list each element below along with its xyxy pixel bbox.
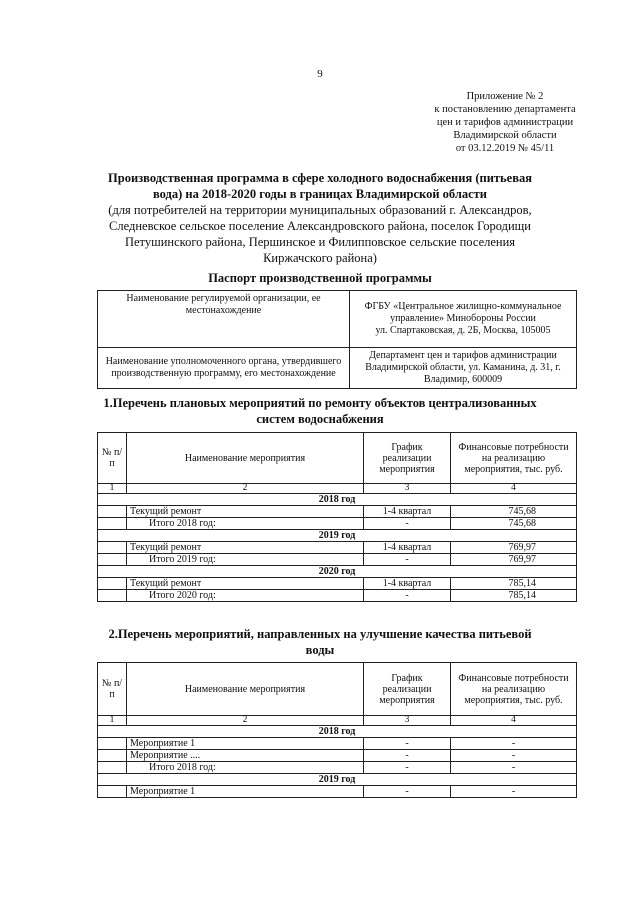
passport-value — [350, 291, 577, 348]
total-label: Итого 2018 год: — [127, 518, 364, 530]
item-name: Мероприятие 1 — [127, 738, 364, 750]
appendix-line: к постановлению департамента — [434, 104, 576, 115]
table-row — [98, 786, 577, 798]
table-row — [98, 542, 577, 554]
table-header-row — [98, 433, 577, 484]
section2-table — [97, 662, 577, 798]
item-schedule: - — [364, 738, 451, 750]
item-amount: - — [451, 738, 577, 750]
header-cell: График реализации мероприятия — [364, 433, 451, 484]
year-row — [98, 494, 577, 506]
total-row — [98, 554, 577, 566]
item-schedule: - — [364, 786, 451, 798]
header-cell: № п/п — [98, 433, 127, 484]
passport-value-address: ул. Спартаковская, д. 2Б, Москва, 105005 — [375, 325, 551, 336]
total-row — [98, 518, 577, 530]
item-amount: 745,68 — [451, 506, 577, 518]
passport-value-text: ФГБУ «Центральное жилищно-коммунальное управление» Минобороны России — [364, 301, 562, 324]
total-amount: 745,68 — [451, 518, 577, 530]
column-number: 1 — [98, 716, 127, 726]
year-row — [98, 726, 577, 738]
item-name: Текущий ремонт — [127, 506, 364, 518]
header-cell: Наименование мероприятия — [127, 663, 364, 716]
column-number-row — [98, 716, 577, 726]
header-cell: Финансовые потребности на реализацию мероприятия, тыс. руб. — [451, 663, 577, 716]
section1-title: 1.Перечень плановых мероприятий по ремонту объектов централизованных систем водоснабжения — [103, 396, 537, 426]
total-label: Итого 2018 год: — [127, 762, 364, 774]
section2-title: 2.Перечень мероприятий, направленных на улучшение качества питьевой воды — [108, 627, 532, 657]
table-header-row — [98, 663, 577, 716]
table-row — [98, 750, 577, 762]
item-schedule: 1-4 квартал — [364, 542, 451, 554]
column-number: 3 — [364, 716, 451, 726]
total-label: Итого 2020 год: — [127, 590, 364, 602]
item-schedule: 1-4 квартал — [364, 506, 451, 518]
passport-row — [98, 291, 577, 348]
item-amount: 769,97 — [451, 542, 577, 554]
column-number: 2 — [127, 484, 364, 494]
total-schedule: - — [364, 762, 451, 774]
column-number: 3 — [364, 484, 451, 494]
total-row — [98, 590, 577, 602]
appendix-line: Приложение № 2 — [466, 91, 544, 102]
total-row — [98, 762, 577, 774]
appendix-line: цен и тарифов администрации — [436, 117, 574, 128]
passport-table — [97, 290, 577, 389]
document-title — [100, 170, 540, 266]
year-label: 2019 год — [98, 774, 577, 786]
total-schedule: - — [364, 518, 451, 530]
year-label: 2020 год — [98, 566, 577, 578]
appendix-line: Владимирской области — [453, 130, 557, 141]
item-name: Текущий ремонт — [127, 542, 364, 554]
item-amount: - — [451, 786, 577, 798]
total-amount: - — [451, 762, 577, 774]
header-cell: № п/п — [98, 663, 127, 716]
item-name: Текущий ремонт — [127, 578, 364, 590]
appendix-line: от 03.12.2019 № 45/11 — [455, 143, 555, 154]
table-row — [98, 738, 577, 750]
passport-row — [98, 348, 577, 389]
title-subtitle: (для потребителей на территории муниципальных образований г. Александров, Следневское сельское поселение Александровского района, поселок Городищи Петушинского района, Першинское и Филипповское сельские поселения Киржачского района) — [108, 203, 532, 265]
year-label: 2019 год — [98, 530, 577, 542]
column-number: 2 — [127, 716, 364, 726]
page-number: 9 — [317, 68, 323, 80]
item-schedule: - — [364, 750, 451, 762]
header-cell: Наименование мероприятия — [127, 433, 364, 484]
column-number: 4 — [451, 716, 577, 726]
passport-title: Паспорт производственной программы — [208, 271, 432, 285]
column-number-row — [98, 484, 577, 494]
header-cell: Финансовые потребности на реализацию мероприятия, тыс. руб. — [451, 433, 577, 484]
item-schedule: 1-4 квартал — [364, 578, 451, 590]
section1-table — [97, 432, 577, 602]
column-number: 4 — [451, 484, 577, 494]
year-label: 2018 год — [98, 726, 577, 738]
column-number: 1 — [98, 484, 127, 494]
header-cell: График реализации мероприятия — [364, 663, 451, 716]
appendix-block — [420, 90, 590, 155]
item-amount: - — [451, 750, 577, 762]
item-name: Мероприятие 1 — [127, 786, 364, 798]
title-bold: Производственная программа в сфере холодного водоснабжения (питьевая вода) на 2018-2020 годы в границах Владимирской области — [108, 171, 532, 201]
item-amount: 785,14 — [451, 578, 577, 590]
table-row — [98, 506, 577, 518]
table-row — [98, 578, 577, 590]
year-row — [98, 530, 577, 542]
total-amount: 785,14 — [451, 590, 577, 602]
total-label: Итого 2019 год: — [127, 554, 364, 566]
total-amount: 769,97 — [451, 554, 577, 566]
passport-value: Департамент цен и тарифов администрации Владимирской области, ул. Каманина, д. 31, г. Владимир, 600009 — [350, 348, 577, 389]
passport-label: Наименование уполномоченного органа, утвердившего производственную программу, его местонахождение — [98, 348, 350, 389]
year-row — [98, 774, 577, 786]
year-row — [98, 566, 577, 578]
item-name: Мероприятие .... — [127, 750, 364, 762]
year-label: 2018 год — [98, 494, 577, 506]
total-schedule: - — [364, 554, 451, 566]
total-schedule: - — [364, 590, 451, 602]
passport-label: Наименование регулируемой организации, ее местонахождение — [98, 291, 350, 348]
